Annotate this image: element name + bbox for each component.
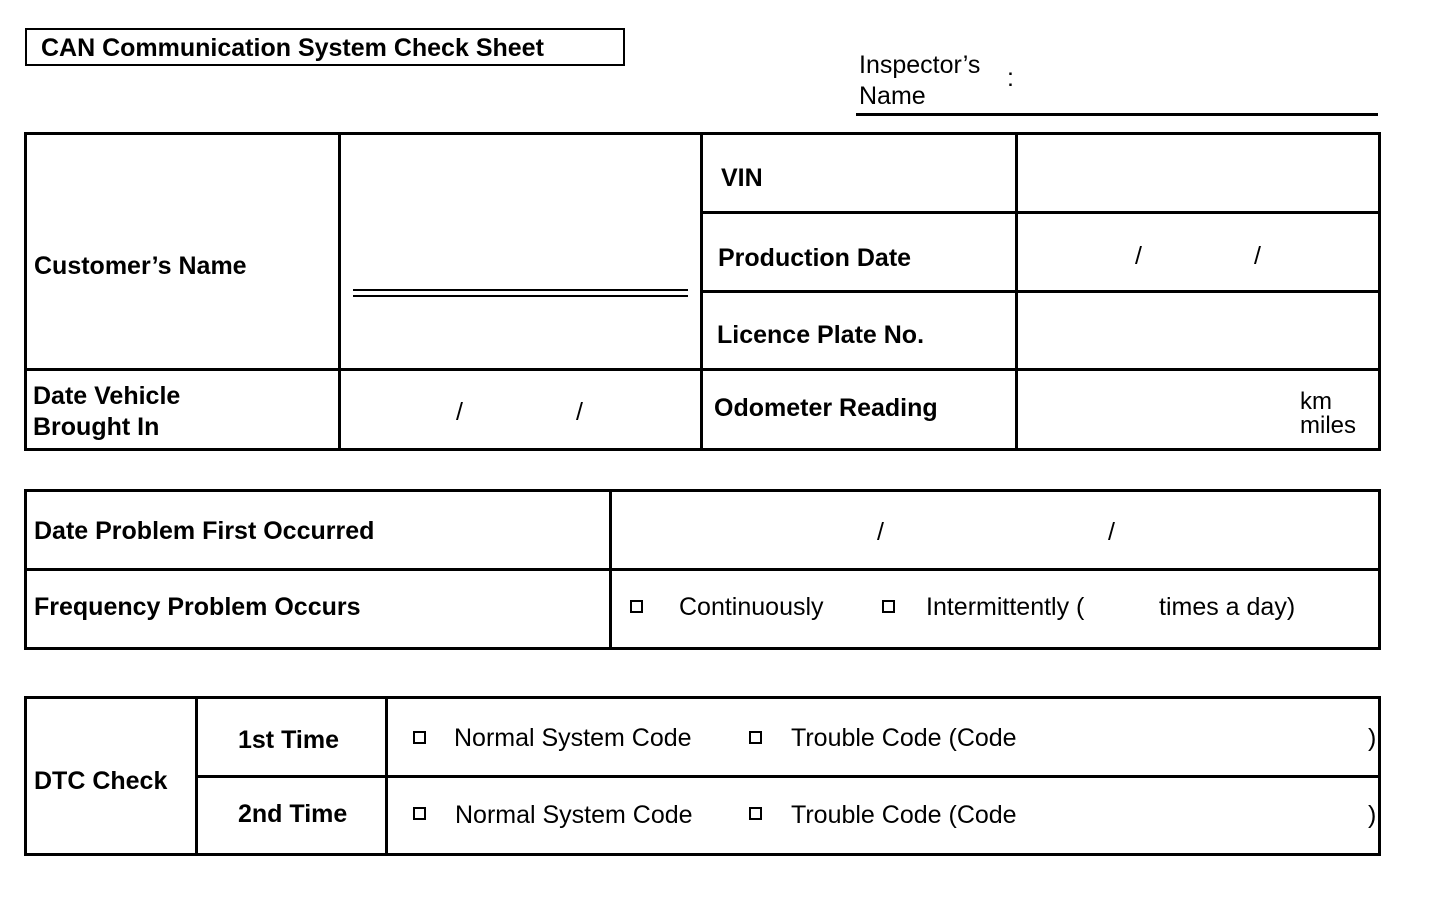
- inspector-name-label: [859, 50, 980, 112]
- dtc-check-label: DTC Check: [34, 767, 168, 795]
- table-divider: [195, 775, 1381, 778]
- first-trouble-code-checkbox[interactable]: [749, 731, 762, 744]
- first-trouble-code-field[interactable]: [1050, 720, 1362, 756]
- second-normal-code-checkbox[interactable]: [413, 807, 426, 820]
- licence-plate-field[interactable]: [1021, 296, 1375, 366]
- inspector-label-line2: Name: [859, 82, 926, 110]
- first-time-label: 1st Time: [238, 726, 339, 754]
- date-separator: /: [456, 398, 463, 426]
- first-close-paren: ): [1368, 724, 1377, 752]
- customer-name-double-line: [353, 289, 688, 291]
- customer-name-double-line: [353, 295, 688, 297]
- inspector-label-line1: Inspector’s: [859, 51, 981, 79]
- date-brought-in-label: [33, 381, 180, 443]
- second-trouble-code-field[interactable]: [1050, 797, 1362, 833]
- first-occurred-label: Date Problem First Occurred: [34, 517, 375, 545]
- inspector-colon: :: [1007, 64, 1014, 92]
- table-divider: [338, 132, 341, 451]
- date-separator: /: [576, 398, 583, 426]
- second-normal-code-label: Normal System Code: [455, 801, 693, 829]
- production-date-label: Production Date: [718, 244, 912, 272]
- table-divider: [700, 290, 1381, 293]
- licence-plate-label: Licence Plate No.: [717, 321, 925, 349]
- intermittently-label: Intermittently (: [926, 593, 1085, 621]
- first-normal-code-checkbox[interactable]: [413, 731, 426, 744]
- vin-field[interactable]: [1021, 138, 1375, 209]
- page-title: CAN Communication System Check Sheet: [41, 34, 544, 62]
- first-occurred-field[interactable]: [615, 494, 1375, 566]
- inspector-name-field[interactable]: [1020, 60, 1376, 112]
- table-divider: [24, 368, 1381, 371]
- title-box: [25, 28, 625, 66]
- intermittently-checkbox[interactable]: [882, 600, 895, 613]
- continuously-label: Continuously: [679, 593, 824, 621]
- second-time-label: 2nd Time: [238, 800, 348, 828]
- frequency-label: Frequency Problem Occurs: [34, 593, 361, 621]
- date-separator: /: [877, 518, 884, 546]
- first-trouble-code-label: Trouble Code (Code: [791, 724, 1017, 752]
- odometer-label: Odometer Reading: [714, 394, 938, 422]
- continuously-checkbox[interactable]: [630, 600, 643, 613]
- second-trouble-code-label: Trouble Code (Code: [791, 801, 1017, 829]
- production-date-field[interactable]: [1021, 217, 1375, 288]
- vin-label: VIN: [721, 164, 763, 192]
- odometer-unit-km: km: [1300, 388, 1332, 415]
- date-brought-in-line1: Date Vehicle: [33, 382, 181, 410]
- date-separator: /: [1108, 518, 1115, 546]
- table-divider: [24, 568, 1381, 571]
- customer-name-label: Customer’s Name: [34, 252, 247, 280]
- date-separator: /: [1254, 242, 1261, 270]
- customer-name-field[interactable]: [345, 140, 695, 362]
- odometer-field[interactable]: [1021, 374, 1291, 446]
- date-brought-in-field[interactable]: [344, 374, 696, 446]
- second-close-paren: ): [1368, 801, 1377, 829]
- first-normal-code-label: Normal System Code: [454, 724, 692, 752]
- second-trouble-code-checkbox[interactable]: [749, 807, 762, 820]
- date-separator: /: [1135, 242, 1142, 270]
- date-brought-in-line2: Brought In: [33, 413, 160, 441]
- inspector-name-underline: [856, 113, 1378, 116]
- table-divider: [700, 211, 1381, 214]
- times-a-day-label: times a day): [1159, 593, 1296, 621]
- times-per-day-field[interactable]: [1106, 590, 1152, 624]
- odometer-unit-miles: miles: [1300, 412, 1357, 439]
